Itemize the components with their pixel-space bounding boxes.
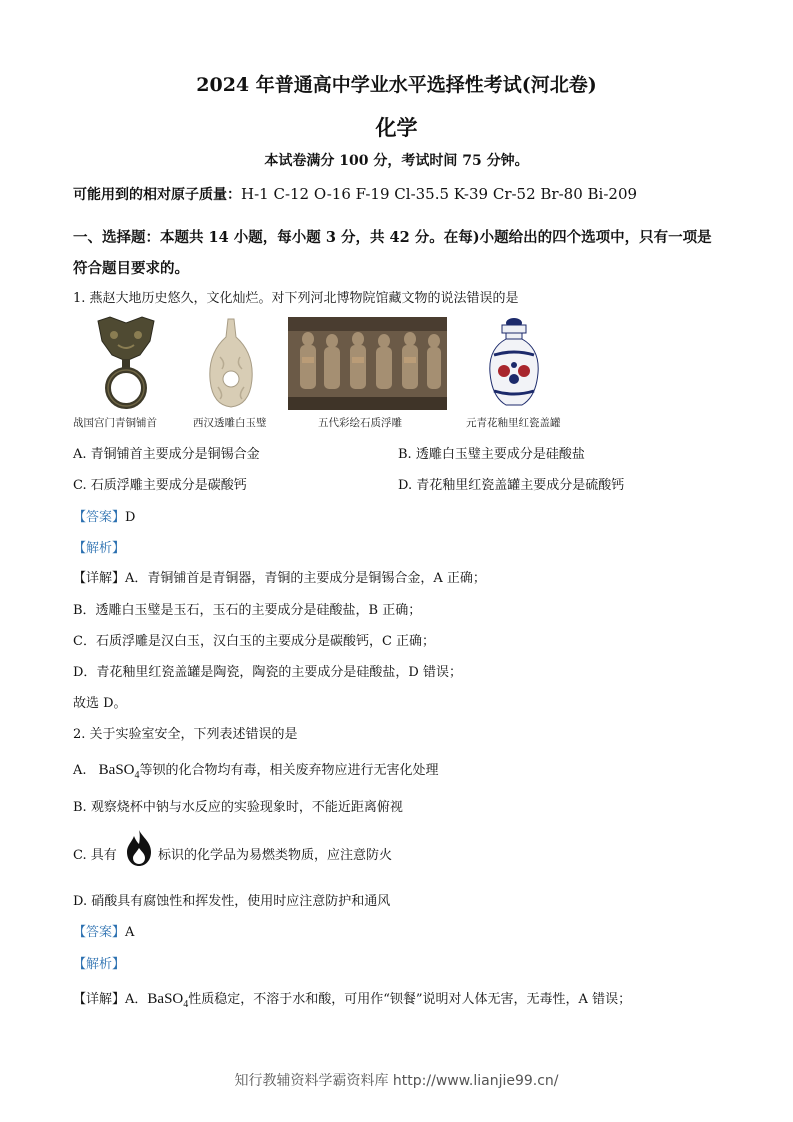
footer-watermark: 知行教辅资料学霸资料库 http://www.lianjie99.cn/ xyxy=(234,1073,559,1089)
atomic-masses-label: 可能用到的相对原子质量： xyxy=(73,187,241,203)
q1-stem: 1. 燕赵大地历史悠久，文化灿烂。对下列河北博物院馆藏文物的说法错误的是 xyxy=(73,291,519,306)
atomic-masses-values: H-1 C-12 O-16 F-19 Cl-35.5 K-39 Cr-52 Br-80 Bi-209 xyxy=(241,185,638,203)
jade-bi-disc-image xyxy=(206,317,256,410)
stone-relief-image xyxy=(288,317,447,410)
detail-tag: 【详解】 xyxy=(73,992,126,1007)
q2-option-c-text: 标识的化学品为易燃类物质，应注意防火 xyxy=(158,848,393,863)
q2-option-c-prefix: C. 具有 xyxy=(73,848,117,863)
atomic-masses xyxy=(73,184,637,204)
detail-tag: 【详解】 xyxy=(73,571,126,586)
q1-option-c: C. 石质浮雕主要成分是碳酸钙 xyxy=(73,478,247,493)
q2-option-a: A. BaSO$_4$等钡的化合物均有毒，相关废弃物应进行无害化处理 xyxy=(73,762,439,781)
q1-option-d: D. 青花釉里红瓷盖罐主要成分是硫酸钙 xyxy=(398,478,625,493)
answer-value: D xyxy=(125,510,136,525)
q1-detail-line-2: B．透雕白玉璧是玉石，玉石的主要成分是硅酸盐，B 正确； xyxy=(73,603,422,618)
q2-answer xyxy=(73,921,134,940)
q1-detail-line-4: D．青花釉里红瓷盖罐是陶瓷，陶瓷的主要成分是硅酸盐，D 错误； xyxy=(73,665,462,680)
q1-analysis-tag: 【解析】 xyxy=(73,541,126,556)
q1-option-b: B. 透雕白玉璧主要成分是硅酸盐 xyxy=(398,447,585,462)
caption-porcelain: 元青花釉里红瓷盖罐 xyxy=(466,417,561,429)
porcelain-jar-image xyxy=(484,315,544,410)
q1-conclusion: 故选 D。 xyxy=(73,696,127,711)
chem-formula: BaSO$_4$ xyxy=(98,762,140,781)
q1-detail-line-1: 【详解】A．青铜铺首是青铜器，青铜的主要成分是铜锡合金，A 正确； xyxy=(73,571,486,586)
exam-title: 2024 年普通高中学业水平选择性考试(河北卷) xyxy=(196,74,597,96)
bronze-door-knocker-image xyxy=(92,315,160,410)
answer-tag: 【答案】 xyxy=(73,925,126,940)
flammable-icon xyxy=(123,828,155,868)
caption-relief: 五代彩绘石质浮雕 xyxy=(318,417,402,429)
q1-option-a: A. 青铜铺首主要成分是铜锡合金 xyxy=(73,447,260,462)
caption-jade: 西汉透雕白玉璧 xyxy=(193,417,267,429)
answer-value: A xyxy=(125,925,135,940)
exam-info: 本试卷满分 100 分，考试时间 75 分钟。 xyxy=(264,153,529,169)
caption-bronze: 战国宫门青铜铺首 xyxy=(73,417,157,429)
q2-option-b: B. 观察烧杯中钠与水反应的实验现象时，不能近距离俯视 xyxy=(73,800,403,815)
q1-detail-line-3: C．石质浮雕是汉白玉，汉白玉的主要成分是碳酸钙，C 正确； xyxy=(73,634,436,649)
answer-tag: 【答案】 xyxy=(73,510,126,525)
chem-formula: BaSO$_4$ xyxy=(147,991,189,1010)
q2-analysis-tag: 【解析】 xyxy=(73,957,126,972)
section-heading: 一、选择题：本题共 14 小题，每小题 3 分，共 42 分。在每)小题给出的四个选项中，只有一项是符合题目要求的。 xyxy=(73,229,712,277)
q2-stem: 2. 关于实验室安全，下列表述错误的是 xyxy=(73,727,298,742)
q2-option-d: D. 硝酸具有腐蚀性和挥发性，使用时应注意防护和通风 xyxy=(73,894,391,909)
q2-detail-line-1: 【详解】A．BaSO$_4$性质稳定，不溶于水和酸，可用作“钡餐”说明对人体无害，无毒性，A 错误； xyxy=(73,991,632,1010)
subject-title: 化学 xyxy=(375,115,418,140)
q1-answer xyxy=(73,506,135,525)
